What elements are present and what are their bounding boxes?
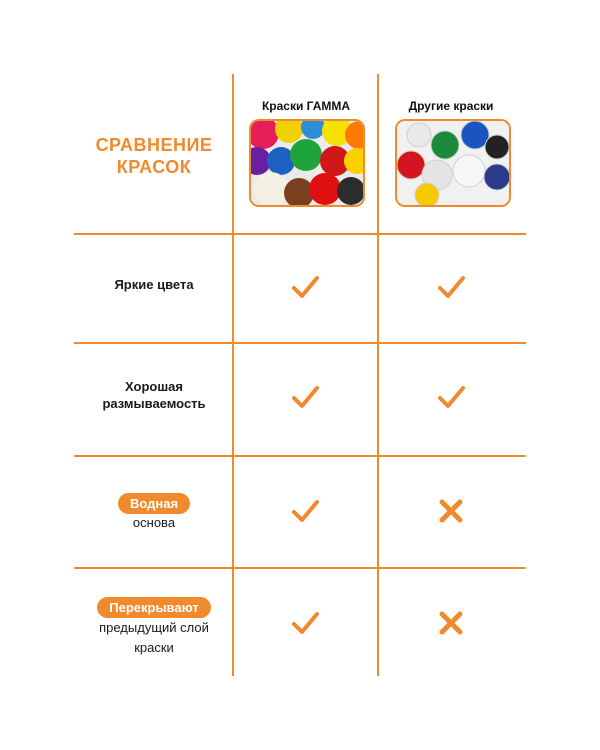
check-icon: [288, 494, 322, 528]
row-label-washability: Хорошая размываемость: [102, 379, 206, 411]
grid-line: [74, 233, 526, 235]
check-icon: [434, 380, 468, 414]
grid-line: [232, 74, 234, 676]
page-title: СРАВНЕНИЕ КРАСОК: [95, 135, 213, 177]
row-label-water-based: Водная основа: [76, 493, 232, 531]
grid-line: [74, 342, 526, 344]
highlight-pill: Водная: [118, 493, 190, 514]
row-label-bright-colors: Яркие цвета: [114, 277, 194, 292]
column-header-gamma: Краски ГАММА: [261, 99, 351, 113]
grid-line: [74, 567, 526, 569]
check-icon: [288, 606, 322, 640]
check-icon: [288, 380, 322, 414]
cross-icon: [434, 494, 468, 528]
other-paints-illustration: [397, 121, 509, 205]
other-paints-photo: [395, 119, 511, 207]
check-icon: [434, 270, 468, 304]
highlight-pill: Перекрывают: [97, 597, 211, 618]
gamma-paints-photo: [249, 119, 365, 207]
column-header-other: Другие краски: [408, 99, 494, 113]
grid-line: [377, 74, 379, 676]
check-icon: [288, 270, 322, 304]
cross-icon: [434, 606, 468, 640]
gamma-paints-illustration: [251, 121, 363, 205]
grid-line: [74, 455, 526, 457]
row-label-cover-layer: Перекрывают предыдущий слой краски: [76, 597, 232, 658]
